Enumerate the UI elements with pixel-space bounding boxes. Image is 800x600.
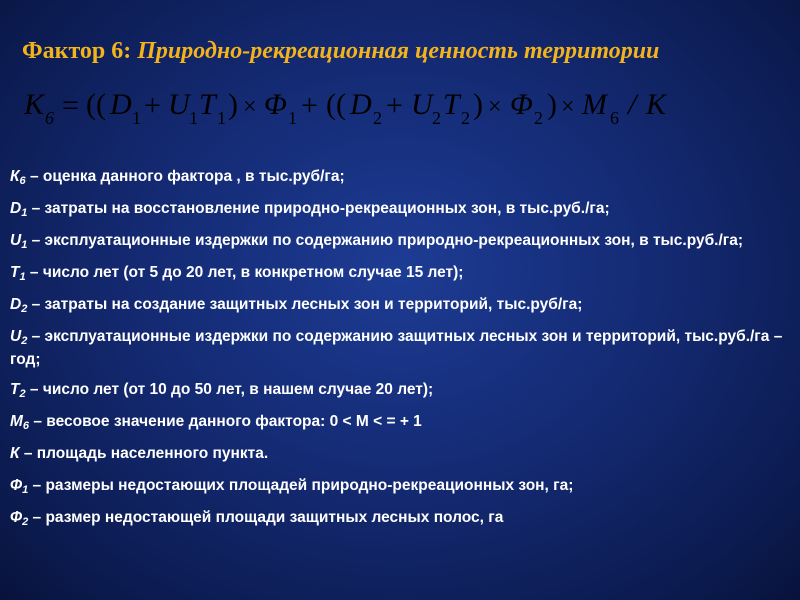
definition-item	[10, 166, 785, 189]
definitions-list	[10, 166, 785, 539]
formula-phi2: Φ	[510, 88, 533, 121]
definition-item	[10, 262, 785, 285]
formula-open-1: ((	[86, 88, 106, 121]
definition-subscript: 6	[22, 420, 30, 432]
title-main: Природно-рекреационная ценность территории	[137, 38, 660, 64]
definition-symbol: U	[10, 328, 22, 345]
formula-slash: /	[628, 88, 637, 121]
definition-item	[10, 507, 785, 530]
definition-symbol: К	[10, 168, 20, 185]
formula-d2-sub: 2	[373, 108, 382, 128]
definition-text: – площадь населенного пункта.	[19, 445, 269, 462]
definition-text: – эксплуатационные издержки по содержанию защитных лесных зон и территорий, тыс.руб./га – год;	[10, 328, 783, 368]
formula-open-2: ((	[326, 88, 346, 121]
definition-subscript: 6	[19, 175, 26, 187]
formula-plus-2: +	[301, 89, 318, 122]
definition-subscript: 2	[21, 303, 28, 315]
formula-u1: U	[168, 88, 190, 121]
formula-eq: =	[62, 89, 79, 122]
definition-subscript: 1	[21, 207, 28, 219]
formula-times-2: ×	[488, 94, 502, 120]
formula-plus-3: +	[386, 89, 403, 122]
definition-text: – число лет (от 10 до 50 лет, в нашем случае 20 лет);	[25, 381, 434, 398]
definition-item	[10, 443, 785, 466]
definition-item	[10, 326, 785, 370]
definition-item	[10, 294, 785, 317]
formula-d2: D	[350, 88, 372, 121]
formula-u1-sub: 1	[189, 108, 198, 128]
formula-m: M	[582, 88, 607, 121]
formula-u2-sub: 2	[432, 108, 441, 128]
formula-phi1: Φ	[264, 88, 287, 121]
definition-item	[10, 379, 785, 402]
formula-k: K	[646, 88, 667, 121]
formula-t2-sub: 2	[461, 108, 470, 128]
definition-subscript: 2	[22, 516, 29, 528]
definition-text: – число лет (от 5 до 20 лет, в конкретном случае 15 лет);	[25, 264, 464, 281]
formula-times-1: ×	[243, 94, 257, 120]
definition-symbol: U	[10, 232, 22, 249]
formula-lhs: K	[24, 88, 45, 121]
definition-text: – размеры недостающих площадей природно-рекреационных зон, га;	[28, 477, 574, 494]
formula-d1-sub: 1	[132, 108, 141, 128]
definition-subscript: 2	[21, 335, 28, 347]
formula-u2: U	[411, 88, 433, 121]
formula-phi1-sub: 1	[288, 108, 297, 128]
formula-t1-sub: 1	[217, 108, 226, 128]
formula-close-2: )	[473, 88, 483, 121]
formula-t1: T	[199, 88, 216, 121]
definition-symbol: Ф	[10, 477, 23, 494]
slide-title	[22, 38, 792, 65]
definition-item	[10, 411, 785, 434]
definition-subscript: 1	[19, 271, 26, 283]
definition-subscript: 1	[22, 484, 29, 496]
definition-symbol: К	[10, 445, 20, 462]
formula-d1: D	[110, 88, 132, 121]
definition-text: – размер недостающей площади защитных лесных полос, га	[28, 509, 504, 526]
definition-text: – весовое значение данного фактора: 0 < M < = + 1	[29, 413, 422, 430]
definition-item	[10, 230, 785, 253]
title-lead: Фактор 6:	[22, 38, 132, 64]
definition-text: – эксплуатационные издержки по содержанию природно-рекреационных зон, в тыс.руб./га;	[27, 232, 744, 249]
definition-symbol: D	[10, 200, 22, 217]
definition-text: – оценка данного фактора , в тыс.руб/га;	[25, 168, 345, 185]
formula-close-1: )	[228, 88, 238, 121]
formula	[24, 84, 684, 134]
definition-text: – затраты на восстановление природно-рекреационных зон, в тыс.руб./га;	[27, 200, 610, 217]
definition-subscript: 1	[21, 239, 28, 251]
formula-phi2-sub: 2	[534, 108, 543, 128]
definition-symbol: D	[10, 296, 22, 313]
formula-lhs-sub: 6	[45, 108, 54, 128]
formula-times-3: ×	[561, 94, 575, 120]
definition-symbol: M	[10, 413, 23, 430]
definition-symbol: T	[10, 381, 20, 398]
formula-t2: T	[443, 88, 460, 121]
definition-text: – затраты на создание защитных лесных зон и территорий, тыс.руб/га;	[27, 296, 583, 313]
definition-symbol: Ф	[10, 509, 23, 526]
definition-item	[10, 475, 785, 498]
formula-m-sub: 6	[610, 108, 619, 128]
formula-plus-1: +	[144, 89, 161, 122]
definition-subscript: 2	[19, 388, 26, 400]
formula-close-3: )	[547, 88, 557, 121]
definition-item	[10, 198, 785, 221]
definition-symbol: T	[10, 264, 20, 281]
